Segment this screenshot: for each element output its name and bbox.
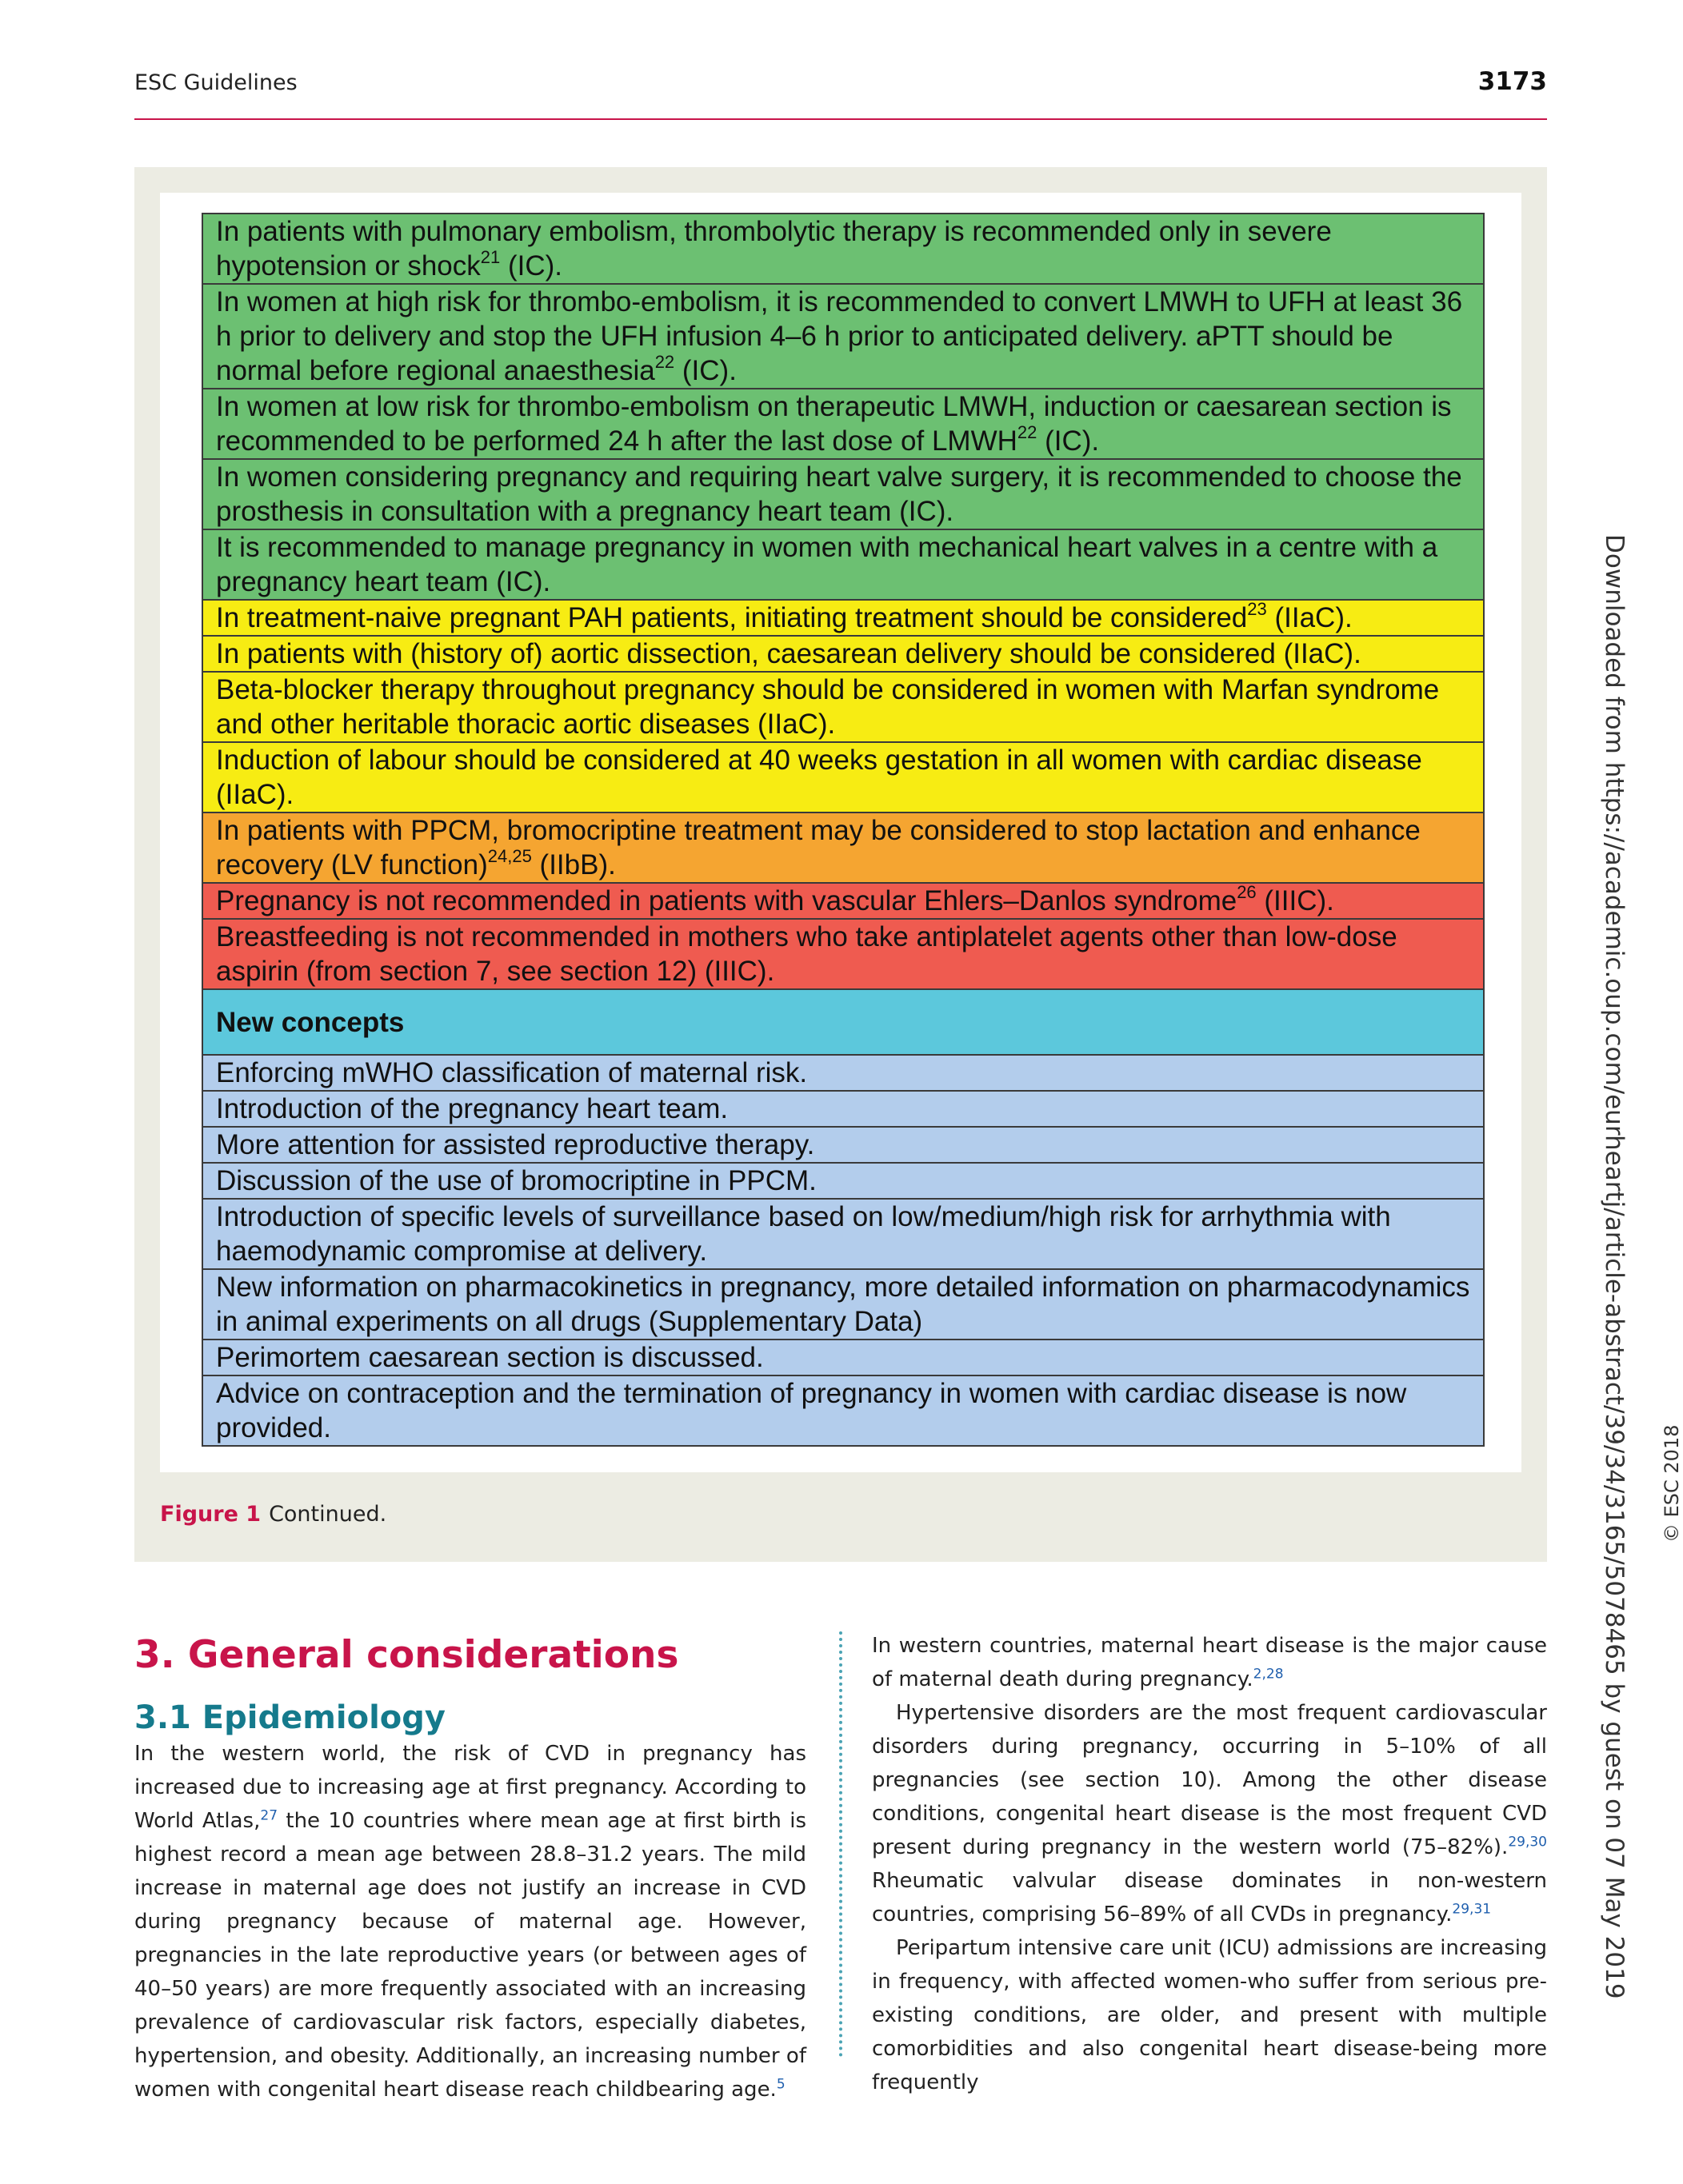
table-row bbox=[202, 459, 1484, 529]
table-row bbox=[202, 672, 1484, 742]
recommendation-class-iia bbox=[202, 672, 1484, 742]
recommendation-text: It is recommended to manage pregnancy in women with mechanical heart valves in a centre with a pregnancy heart team (IC). bbox=[216, 532, 1438, 597]
table-row bbox=[202, 989, 1484, 1055]
recommendation-text: Beta-blocker therapy throughout pregnancy should be considered in women with Marfan syndrome and other heritable thoracic aortic diseases (IIaC). bbox=[216, 674, 1440, 740]
download-watermark bbox=[1600, 534, 1653, 1999]
table-row bbox=[202, 214, 1484, 284]
table-row bbox=[202, 1340, 1484, 1375]
recommendation-class-i bbox=[202, 459, 1484, 529]
table-row bbox=[202, 1269, 1484, 1340]
table-row bbox=[202, 919, 1484, 989]
section-title: 3. General considerations bbox=[134, 1633, 679, 1677]
reference-superscript: 21 bbox=[480, 247, 501, 268]
recommendation-text: In women at high risk for thrombo-embolism, it is recommended to convert LMWH to UFH at least 36 h prior to delivery and stop the UFH infusion 4–6 h prior to anticipated delivery. aPTT should be normal before regional anaesthesia bbox=[216, 286, 1463, 386]
citation-link[interactable]: 27 bbox=[260, 1807, 278, 1824]
header-divider bbox=[134, 118, 1547, 120]
new-concepts-heading: New concepts bbox=[202, 989, 1484, 1055]
recommendations-table bbox=[202, 213, 1485, 1447]
new-concept-item: Enforcing mWHO classification of maternal risk. bbox=[202, 1055, 1484, 1091]
paragraph-text: In western countries, maternal heart disease is the major cause of maternal death during pregnancy. bbox=[872, 1634, 1547, 1691]
citation-link[interactable]: 29,31 bbox=[1452, 1901, 1492, 1918]
new-concept-item: New information on pharmacokinetics in pregnancy, more detailed information on pharmacodynamics in animal experiments on all drugs (Supplementary Data) bbox=[202, 1269, 1484, 1340]
reference-superscript: 23 bbox=[1247, 599, 1267, 620]
paragraph-text: Hypertensive disorders are the most frequent cardiovascular disorders during pregnancy, occurring in 5–10% of all pregnancies (see section 10). Among the other disease conditions, congenital heart disease is the most frequent CVD present during pregnancy in the western world (75–82%). bbox=[872, 1701, 1547, 1859]
recommendation-text: In patients with (history of) aortic dissection, caesarean delivery should be considered (IIaC). bbox=[216, 638, 1361, 669]
figure-panel bbox=[160, 193, 1521, 1472]
table-row bbox=[202, 883, 1484, 919]
table-row bbox=[202, 1127, 1484, 1163]
recommendation-class-iia bbox=[202, 742, 1484, 813]
recommendation-class-iia bbox=[202, 636, 1484, 672]
paragraph-text: the 10 countries where mean age at first birth is highest record a mean age between 28.8–31.2 years. The mild increase in maternal age does not justify an increase in CVD during pregnancy because of maternal age. However, pregnancies in the late reproductive years (or between ages of 40–50 years) are more frequently associated with an increasing prevalence of cardiovascular risk factors, especially diabetes, hypertension, and obesity. Additionally, an increasing number of women with congenital heart disease reach childbearing age. bbox=[134, 1809, 807, 2102]
table-row bbox=[202, 600, 1484, 636]
column-divider bbox=[839, 1631, 842, 2057]
recommendation-text: Breastfeeding is not recommended in mothers who take antiplatelet agents other than low-dose aspirin (from section 7, see section 12) (IIIC). bbox=[216, 921, 1397, 987]
figure-caption-text: Continued. bbox=[269, 1502, 387, 1527]
copyright-notice bbox=[1661, 1424, 1683, 1562]
page-number: 3173 bbox=[1477, 67, 1547, 96]
new-concept-item: Perimortem caesarean section is discussed. bbox=[202, 1340, 1484, 1375]
table-row bbox=[202, 284, 1484, 389]
reference-superscript: 22 bbox=[654, 352, 675, 373]
recommendation-level: (IC). bbox=[500, 250, 563, 281]
table-row bbox=[202, 529, 1484, 600]
right-column bbox=[872, 1629, 1547, 2099]
copyright-text: © ESC 2018 bbox=[1661, 1424, 1683, 1543]
recommendation-level: (IIaC). bbox=[1266, 602, 1353, 633]
table-row bbox=[202, 1163, 1484, 1199]
body-paragraph bbox=[872, 1696, 1547, 1931]
recommendation-level: (IC). bbox=[674, 355, 737, 386]
recommendation-text: In patients with PPCM, bromocriptine treatment may be considered to stop lactation and enhance recovery (LV function) bbox=[216, 815, 1421, 880]
recommendation-class-i bbox=[202, 389, 1484, 459]
running-head bbox=[134, 67, 1547, 102]
recommendation-text: In women considering pregnancy and requiring heart valve surgery, it is recommended to choose the prosthesis in consultation with a pregnancy heart team (IC). bbox=[216, 461, 1462, 527]
recommendation-text: Induction of labour should be considered at 40 weeks gestation in all women with cardiac disease (IIaC). bbox=[216, 745, 1422, 810]
recommendation-class-iii bbox=[202, 919, 1484, 989]
subsection-title: 3.1 Epidemiology bbox=[134, 1699, 446, 1736]
reference-superscript: 26 bbox=[1237, 882, 1257, 903]
figure-caption bbox=[160, 1502, 386, 1527]
recommendation-class-i bbox=[202, 214, 1484, 284]
recommendation-class-i bbox=[202, 284, 1484, 389]
table-row bbox=[202, 1091, 1484, 1127]
table-row bbox=[202, 389, 1484, 459]
table-row bbox=[202, 1055, 1484, 1091]
recommendation-text: In women at low risk for thrombo-embolism on therapeutic LMWH, induction or caesarean section is recommended to be performed 24 h after the last dose of LMWH bbox=[216, 391, 1452, 457]
recommendation-text: Pregnancy is not recommended in patients with vascular Ehlers–Danlos syndrome bbox=[216, 885, 1237, 916]
recommendation-class-iia bbox=[202, 600, 1484, 636]
figure-label: Figure 1 bbox=[160, 1502, 262, 1527]
reference-superscript: 22 bbox=[1017, 422, 1037, 443]
recommendation-text: In treatment-naive pregnant PAH patients, initiating treatment should be considered bbox=[216, 602, 1248, 633]
body-paragraph bbox=[872, 1931, 1547, 2099]
recommendation-text: In patients with pulmonary embolism, thrombolytic therapy is recommended only in severe hypotension or shock bbox=[216, 216, 1332, 281]
recommendation-class-i bbox=[202, 529, 1484, 600]
table-row bbox=[202, 742, 1484, 813]
recommendation-level: (IIIC). bbox=[1256, 885, 1334, 916]
table-row bbox=[202, 636, 1484, 672]
table-row bbox=[202, 1375, 1484, 1446]
table-row bbox=[202, 1199, 1484, 1269]
body-paragraph bbox=[872, 1629, 1547, 1696]
citation-link[interactable]: 5 bbox=[776, 2076, 786, 2093]
citation-link[interactable]: 2,28 bbox=[1253, 1666, 1284, 1683]
recommendation-level: (IIbB). bbox=[531, 849, 616, 880]
new-concept-item: Introduction of specific levels of surveillance based on low/medium/high risk for arrhythmia with haemodynamic compromise at delivery. bbox=[202, 1199, 1484, 1269]
table-row bbox=[202, 813, 1484, 883]
reference-superscript: 24,25 bbox=[487, 846, 532, 867]
download-watermark-text: Downloaded from https://academic.oup.com/eurheartj/article-abstract/39/34/3165/5078465 by guest on 07 May 2019 bbox=[1600, 534, 1629, 1999]
paragraph-text: In the western world, the risk of CVD in pregnancy has increased due to increasing age at first pregnancy. According to World Atlas, bbox=[134, 1742, 806, 1833]
new-concept-item: Advice on contraception and the termination of pregnancy in women with cardiac disease is now provided. bbox=[202, 1375, 1484, 1446]
citation-link[interactable]: 29,30 bbox=[1508, 1834, 1547, 1851]
new-concept-item: Introduction of the pregnancy heart team. bbox=[202, 1091, 1484, 1127]
journal-section-title: ESC Guidelines bbox=[134, 70, 298, 95]
body-paragraph bbox=[134, 1737, 806, 2106]
new-concept-item: Discussion of the use of bromocriptine in PPCM. bbox=[202, 1163, 1484, 1199]
new-concept-item: More attention for assisted reproductive therapy. bbox=[202, 1127, 1484, 1163]
recommendation-level: (IC). bbox=[1037, 425, 1100, 457]
recommendation-class-iii bbox=[202, 883, 1484, 919]
left-column bbox=[134, 1737, 806, 2106]
paragraph-text: Peripartum intensive care unit (ICU) admissions are increasing in frequency, with affected women-who suffer from serious pre-existing conditions, are older, and present with multiple comorbidities and also congenital heart disease-being more frequently bbox=[872, 1936, 1547, 2094]
recommendation-class-iib bbox=[202, 813, 1484, 883]
paragraph-text: Rheumatic valvular disease dominates in non-western countries, comprising 56–89% of all CVDs in pregnancy. bbox=[872, 1869, 1547, 1926]
